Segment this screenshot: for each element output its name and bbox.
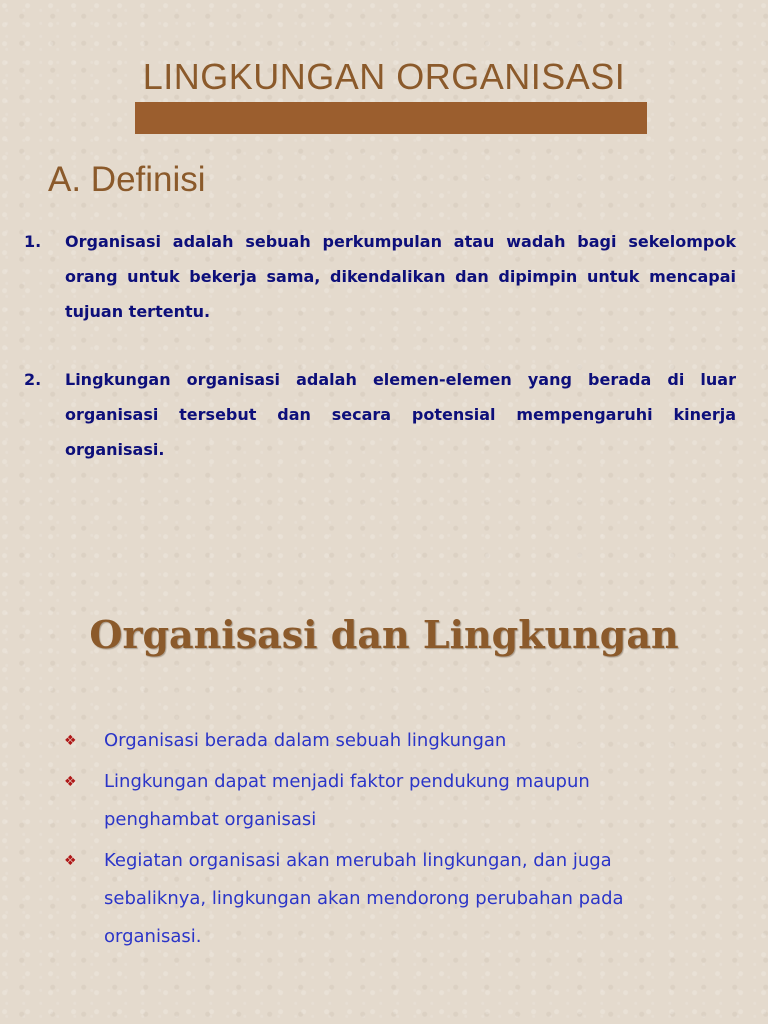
definition-item — [24, 224, 736, 329]
bullet-text: Kegiatan organisasi akan merubah lingkungan, dan juga sebaliknya, lingkungan akan mendorong perubahan pada organisasi. — [104, 850, 624, 947]
diamond-bullet-icon: ❖ — [64, 733, 77, 749]
bullet-list — [64, 722, 664, 959]
bullet-item — [64, 842, 664, 956]
bullet-item — [64, 763, 664, 839]
definition-text: Organisasi adalah sebuah perkumpulan atau wadah bagi sekelompok orang untuk bekerja sama, dikendalikan dan dipimpin untuk mencapai tujuan tertentu. — [65, 232, 736, 321]
title-underline-bar — [135, 102, 647, 134]
bullet-text: Organisasi berada dalam sebuah lingkungan — [104, 730, 507, 751]
definition-item — [24, 362, 736, 467]
definition-text: Lingkungan organisasi adalah elemen-elemen yang berada di luar organisasi tersebut dan secara potensial mempengaruhi kinerja organisasi. — [65, 370, 736, 459]
bullet-text: Lingkungan dapat menjadi faktor pendukung maupun penghambat organisasi — [104, 771, 590, 830]
slide-title: LINGKUNGAN ORGANISASI — [142, 56, 626, 97]
slide-organisasi-dan-lingkungan — [0, 512, 768, 1024]
definition-number: 2. — [24, 370, 42, 389]
section-heading: A. Definisi — [48, 160, 206, 199]
definition-number: 1. — [24, 232, 42, 251]
slide-title: Organisasi dan Lingkungan — [89, 612, 679, 657]
diamond-bullet-icon: ❖ — [64, 853, 77, 869]
diamond-bullet-icon: ❖ — [64, 774, 77, 790]
bullet-item — [64, 722, 664, 760]
